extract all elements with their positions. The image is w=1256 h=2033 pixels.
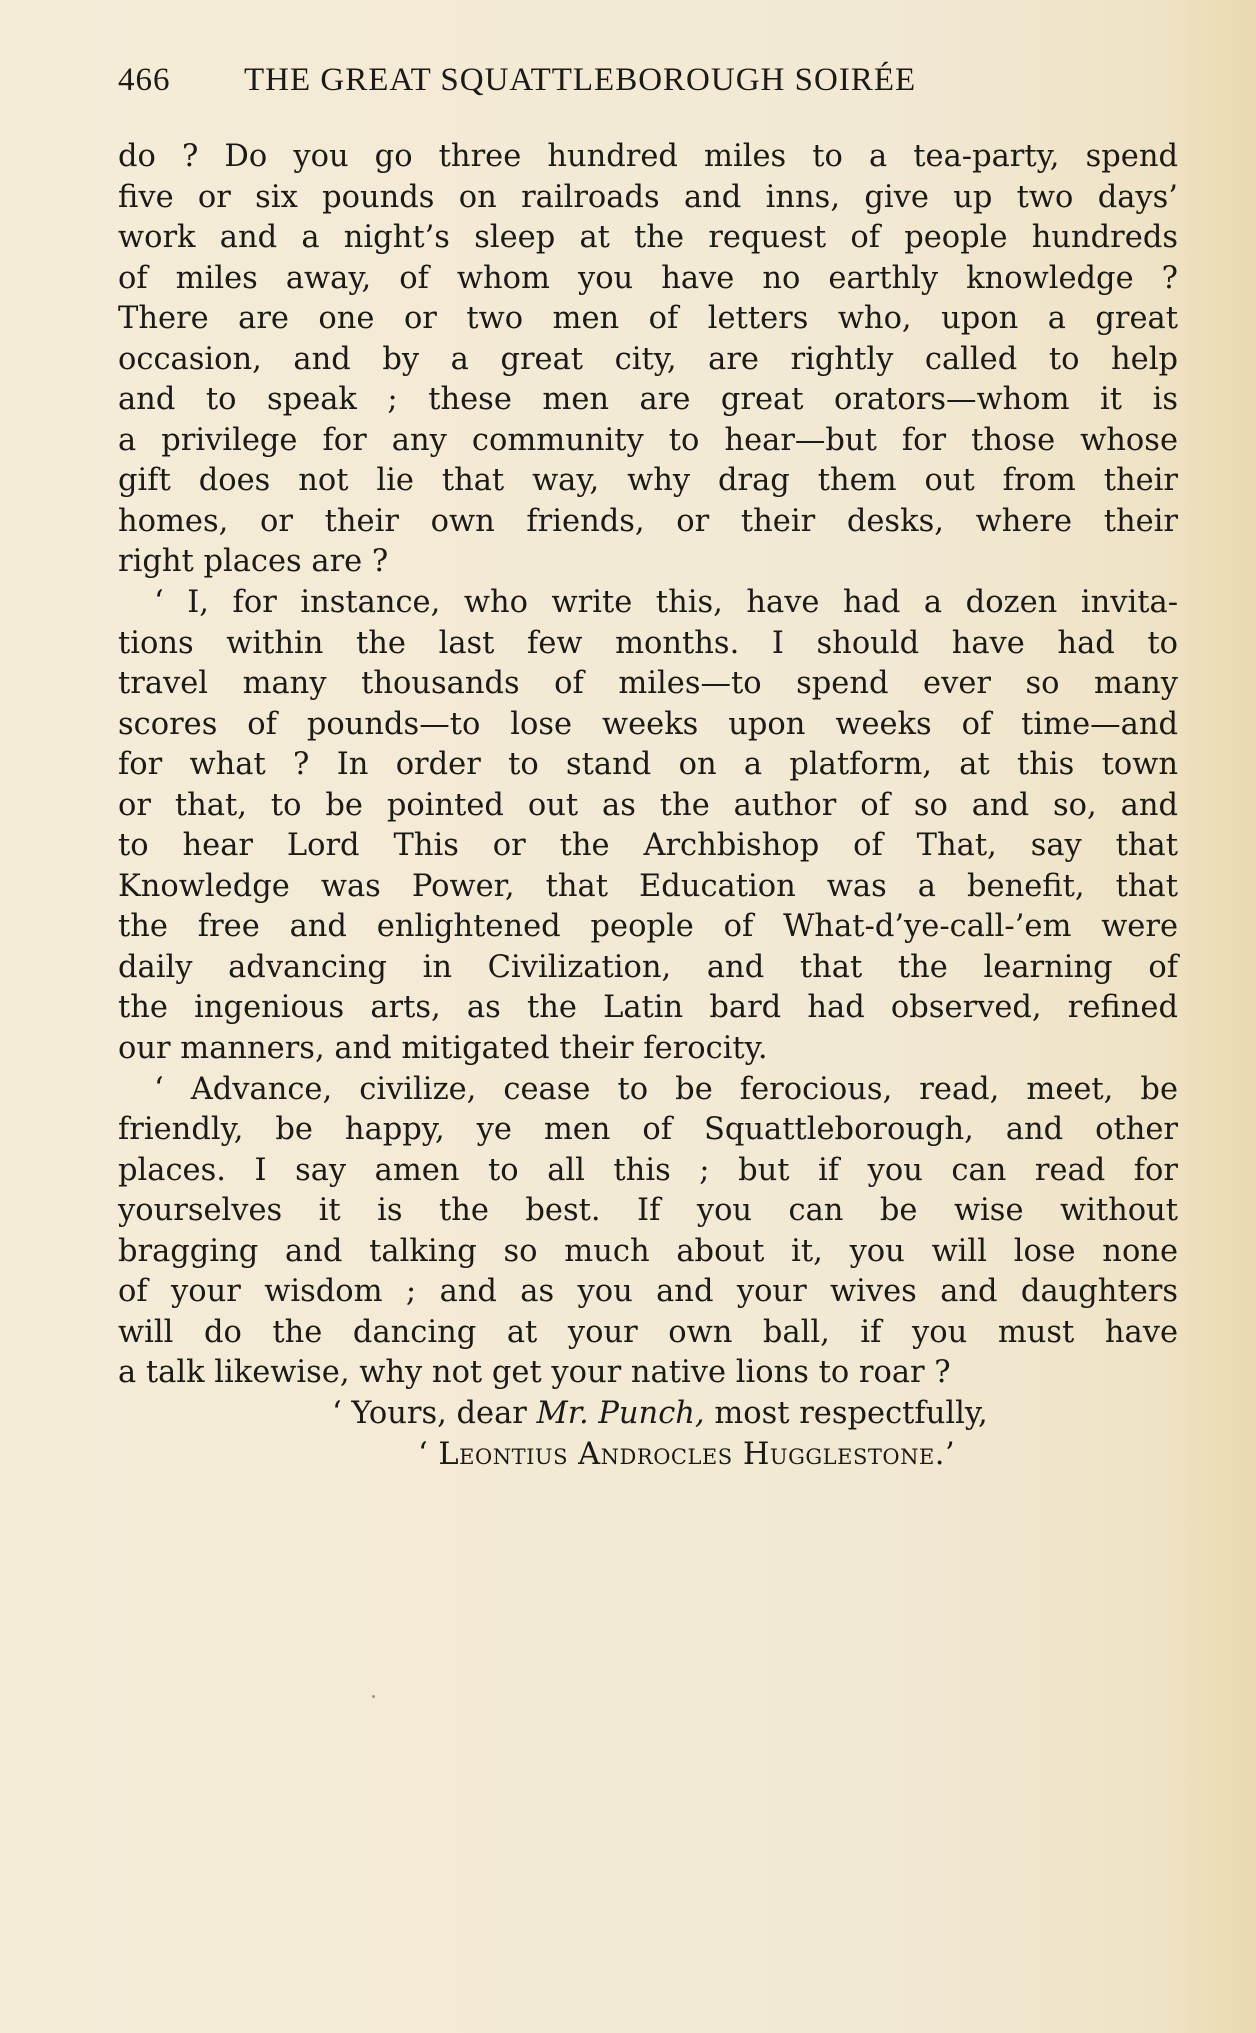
text-line: ‘ I, for instance, who write this, have had a dozen invita- (154, 585, 1178, 621)
text-line: ‘ Advance, civilize, cease to be ferocious, read, meet, be (154, 1071, 1178, 1107)
text-line: homes, or their own friends, or their desks, where their (118, 503, 1178, 539)
text-line: There are one or two men of letters who, upon a great (118, 301, 1178, 337)
text-line: Knowledge was Power, that Education was a benefit, that (118, 868, 1178, 904)
text-line: five or six pounds on railroads and inns, give up two days’ (118, 179, 1178, 215)
signature: ‘ Leontius Androcles Hugglestone.’ (418, 1436, 956, 1472)
text-line: do ? Do you go three hundred miles to a tea-party, spend (118, 139, 1178, 174)
text-line: scores of pounds—to lose weeks upon weeks of time—and (118, 706, 1178, 742)
text-line: work and a night’s sleep at the request of people hundreds (118, 220, 1178, 256)
text-line: for what ? In order to stand on a platform, at this town (118, 747, 1178, 783)
text-line: gift does not lie that way, why drag them out from their (118, 463, 1178, 499)
text-line: daily advancing in Civilization, and that the learning of (118, 949, 1178, 985)
text-line: will do the dancing at your own ball, if you must have (118, 1314, 1178, 1350)
text-line: of your wisdom ; and as you and your wives and daughters (118, 1274, 1178, 1310)
closing-prefix: ‘ Yours, dear (332, 1395, 537, 1431)
text-line: and to speak ; these men are great orators—whom it is (118, 382, 1178, 418)
closing-line (118, 1394, 1178, 1435)
text-line: right places are ? (118, 544, 389, 580)
text-line: places. I say amen to all this ; but if you can read for (118, 1152, 1178, 1188)
text-line: or that, to be pointed out as the author of so and so, and (118, 787, 1178, 823)
text-line: friendly, be happy, ye men of Squattleborough, and other (118, 1112, 1178, 1148)
text-line: a talk likewise, why not get your native lions to roar ? (118, 1355, 951, 1391)
text-line: travel many thousands of miles—to spend ever so many (118, 666, 1178, 702)
paper-speck (372, 1695, 375, 1698)
text-line: our manners, and mitigated their ferocity. (118, 1031, 768, 1067)
closing-suffix: most respectfully, (704, 1395, 988, 1431)
text-line: to hear Lord This or the Archbishop of That, say that (118, 828, 1178, 864)
running-title: THE GREAT SQUATTLEBOROUGH SOIRÉE (244, 62, 917, 98)
text-line: the ingenious arts, as the Latin bard had observed, refined (118, 990, 1178, 1026)
body-text (118, 137, 1178, 1475)
text-line: occasion, and by a great city, are rightly called to help (118, 341, 1178, 377)
text-line: a privilege for any community to hear—but for those whose (118, 422, 1178, 458)
running-header (118, 58, 1128, 102)
page-number: 466 (118, 62, 171, 98)
text-line: yourselves it is the best. If you can be wise without (118, 1193, 1178, 1229)
text-line: tions within the last few months. I should have had to (118, 625, 1178, 661)
text-line: the free and enlightened people of What-d’ye-call-’em were (118, 909, 1178, 945)
text-line: of miles away, of whom you have no earthly knowledge ? (118, 260, 1178, 296)
text-line: bragging and talking so much about it, you will lose none (118, 1233, 1178, 1269)
closing-addressee: Mr. Punch, (536, 1395, 705, 1431)
